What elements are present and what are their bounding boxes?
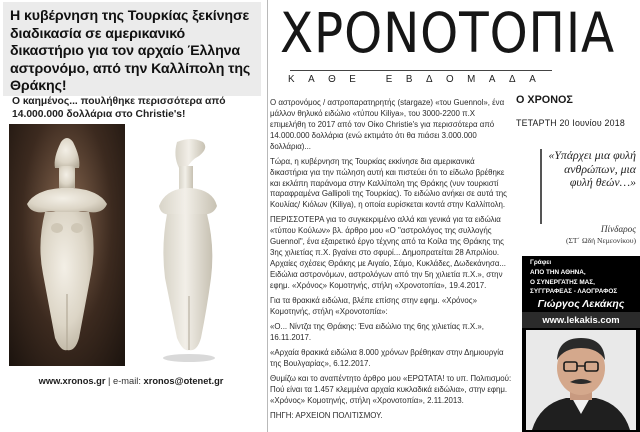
column-subtitle: ΚΑΘΕ ΕΒΔΟΜΑΔΑ: [288, 74, 550, 85]
article-paragraph: «Ο... Νίντζα της Θράκης: Ένα ειδώλιο της 6ης χιλιετίας π.Χ.», 16.11.2017.: [270, 321, 484, 342]
figurine-photo-light: [133, 128, 243, 368]
credit-line: Ο ΣΥΝΕΡΓΑΤΗΣ ΜΑΣ,: [530, 278, 595, 286]
figurine-photo-dark: [9, 124, 125, 366]
author-box: [522, 256, 640, 432]
author-portrait-image: [526, 330, 636, 430]
quote-author: Πίνδαρος: [600, 224, 636, 234]
figurine-light-image: [133, 128, 243, 368]
article-paragraph: «Αρχαία θρακικά ειδώλια 8.000 χρόνων βρέθηκαν στην Δημιουργία της Βουλγαρίας», 6.12.2017.: [270, 347, 504, 368]
masthead-rule: [290, 70, 552, 71]
article-source: ΠΗΓΗ: ΑΡΧΕΙΟΝ ΠΟΛΙΤΙΣΜΟΥ.: [270, 410, 383, 420]
quote-source: (ΣΤ΄ Ωδή Νεμεονίκου): [565, 236, 636, 245]
story-subhead: Ο καημένος... πουλήθηκε περισσότερα από 14.000.000 δολλάρια στο Christie's!: [3, 96, 261, 124]
author-website-link[interactable]: www.lekakis.com: [522, 312, 640, 328]
credit-line: Γράφει: [530, 259, 552, 266]
figurine-dark-image: [9, 124, 125, 366]
author-name: Γιώργος Λεκάκης: [537, 298, 625, 310]
article-body: [270, 98, 512, 426]
article-paragraph: Για τα θρακικά ειδώλια, βλέπε επίσης στην εφημ. «Χρόνος» Κομοτηνής, στήλη «Χρονοτοπία»:: [270, 295, 477, 316]
pull-quote: «Υπάρχει μια φυλή ανθρώπων, μια φυλή θεών…»: [540, 149, 636, 224]
author-credit: [530, 258, 638, 297]
column-divider: [267, 0, 268, 432]
email-link[interactable]: xronos@otenet.gr: [143, 376, 224, 386]
article-paragraph: Ο αστρονόμος / αστροπαρατηρητής (stargaze) «του Guennol», ένα μάλλον θηλυκό ειδώλιο «τύπου Kiliya», του 3000-2200 π.Χ επιμελήθη το 2017 από τον Οίκο Christie's για περισσότερα από 14.000.000 δολλάρια (ενώ εκτιμάτο ότι θα πιάσει 3.000.000 δολλάρια)...: [270, 98, 505, 151]
credit-line: ΣΥΓΓΡΑΦΕΑΣ - ΛΑΟΓΡΑΦΟΣ: [530, 288, 618, 296]
column-title: ΧΡΟΝΟΤΟΠΙΑ: [280, 1, 615, 65]
lead-story: [0, 0, 262, 432]
column-masthead: [270, 0, 615, 90]
website-link[interactable]: www.xronos.gr: [38, 376, 106, 386]
credit-line: ΑΠΟ ΤΗΝ ΑΘΗΝΑ,: [530, 268, 586, 276]
article-paragraph: Τώρα, η κυβέρνηση της Τουρκίας εκκίνησε δια αμερικανικά δικαστήρια για την πώληση αυτή και πιστεύει ότι το είδωλο βρέθηκε και εκλάπη παράνομα στην Καλλίπολη της Θράκης (νυν τουρκιστί παραφραμένα Gallipoli της Τουρκίας). Το ειδώλιο ανήκει σε αυτά της Κουλίας/ Κιόλων (Kiliya), η οποία ευρίσκεται κοντά στην Καλλίπολη.: [270, 156, 507, 210]
issue-date: ΤΕΤΑΡΤΗ 20 Ιουνίου 2018: [516, 118, 625, 128]
contact-line: [0, 372, 262, 390]
article-paragraph: ΠΕΡΙΣΣΟΤΕΡΑ για το συγκεκριμένο αλλά και γενικά για τα ειδώλια «τύπου Κούλων» βλ. άρθρο μου «Ο "αστρολόγος της συλλογής Guennol", ένα εξαιρετικό έργο τέχνης από τα Κοίλα της Θράκης της 3ης χιλιετίας π.Χ. βγαίνει στο σφυρί... Δημοπρατείται 28 Απριλίου. Αρχαίες σχέσεις Θράκης με Αιγαίο, Σάμο, Κυκλάδες, Δωδεκάνησα... Ειδώλια αστρονόμων, αστρολόγων από την 5η χιλιετία π.Χ.», στην εφημ. «Χρόνος» Κομοτηνής, στήλη «Χρονοτοπία», 19.4.2017.: [270, 215, 506, 290]
author-portrait: [526, 330, 636, 430]
section-label: Ο ΧΡΟΝΟΣ: [516, 94, 573, 106]
email-label: | e-mail:: [108, 376, 141, 386]
story-headline: Η κυβέρνηση της Τουρκίας ξεκίνησε διαδικασία σε αμερικανικό δικαστήριο για τον αρχαίο Έλληνα αστρονόμο, από την Καλλίπολη της Θράκης!: [3, 2, 261, 96]
article-paragraph: Θυμίζω και το αναπέντητο άρθρο μου «ΕΡΩΤΑΤΑ! το υπ. Πολιτισμού: Πού είναι τα 1.457 κλεμμένα αρχαία κυκλαδικά ειδώλια», στην εφημ. «Χρόνος» Κομοτηνής, στήλη «Χρονοτοπία», 2.11.2013.: [270, 373, 512, 405]
figurines-photo: [3, 124, 261, 370]
